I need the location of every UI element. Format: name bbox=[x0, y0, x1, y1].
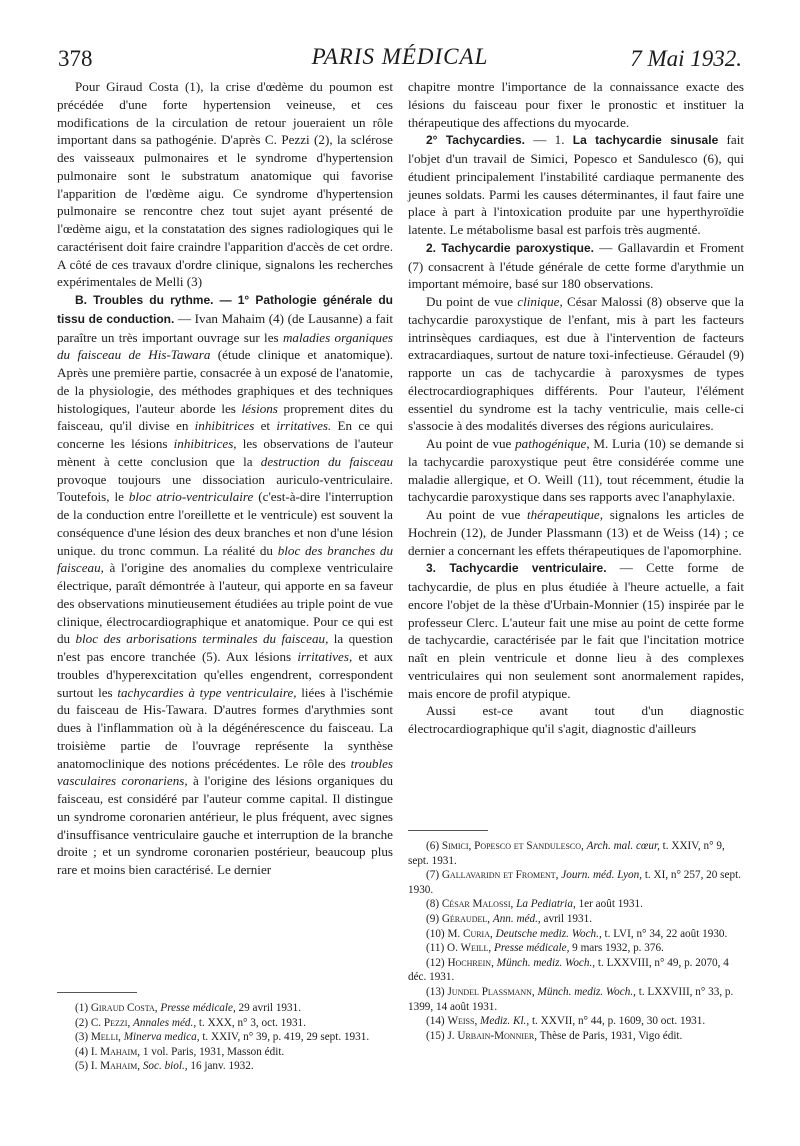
journal-title: PARIS MÉDICAL bbox=[311, 44, 489, 69]
section-heading-tachycardies: 2° Tachycardies. bbox=[426, 133, 525, 148]
footnote: (12) Hochrein, Münch. mediz. Woch., t. LXXVIII, n° 49, p. 2070, 4 déc. 1931. bbox=[408, 956, 729, 984]
page-number: 378 bbox=[58, 46, 93, 71]
paragraph-pathogenique: Au point de vue pathogénique, M. Luria (10) se demande si la tachycardie paroxystique peut être considérée comme une maladie allergique, et O. Weill (11), tout récemment, étudie la tachycardie paroxystique dans ses rapports avec l'anaphylaxie. bbox=[408, 436, 744, 505]
footnote: (13) Jundel Plassmann, Münch. mediz. Woch., t. LXXVIII, n° 33, p. 1399, 14 août 1931. bbox=[408, 985, 734, 1013]
section-heading-ventriculaire: 3. Tachycardie ventriculaire. bbox=[426, 561, 607, 576]
footnote: (7) Gallavaridn et Froment, Journ. méd. Lyon, t. XI, n° 257, 20 sept. 1930. bbox=[408, 869, 741, 896]
paragraph-ventriculaire: 3. Tachycardie ventriculaire. — Cette forme de tachycardie, de plus en plus étudiée à l'heure actuelle, a fait encore l'objet de la thèse d'Urbain-Monnier (15) inspirée par le professeur Clerc. L'auteur fait une mise au point de cette forme de tachycardie, caractérisée par le fait que l'incitation motrice naît en plein ventricule et donne lieu à des complexes ventriculaires qui non seulement sont anormalement rapides, mais encore de profil atypique. bbox=[408, 560, 744, 701]
paragraph-therapeutique: Au point de vue thérapeutique, signalons les articles de Hochrein (12), de Junder Plassmann (13) et de Weiss (14) ; ce dernier a concernant les effets thérapeutiques de l'apomorphine. bbox=[408, 507, 744, 558]
footnote: (10) M. Curia, Deutsche mediz. Woch., t. LVI, n° 34, 22 août 1930. bbox=[426, 927, 728, 940]
page-header bbox=[0, 0, 800, 80]
footnote: (11) O. Weill, Presse médicale, 9 mars 1932, p. 376. bbox=[426, 942, 664, 955]
right-column bbox=[408, 78, 744, 738]
footnote: (15) J. Urbain-Monnier, Thèse de Paris, 1931, Vigo édit. bbox=[426, 1029, 683, 1042]
footnote: (6) Simici, Popesco et Sandulesco, Arch. mal. cœur, t. XXIV, n° 9, sept. 1931. bbox=[408, 840, 725, 867]
footnote: (2) C. Pezzi, Annales méd., t. XXX, n° 3, oct. 1931. bbox=[75, 1016, 306, 1029]
paragraph-troubles-rythme: B. Troubles du rythme. — 1° Pathologie générale du tissu de conduction. — Ivan Mahaim (4) (de Lausanne) a fait paraître un très important ouvrage sur les maladies organiques du faisceau de His-Tawara (étude clinique et anatomique). Après une première partie, consacrée à un exposé de l'anatomie, de la physiologie, des méthodes graphiques et des techniques histologiques, l'auteur aborde les lésions proprement dites du faisceau, qu'il divise en inhibitrices et irritatives. En ce qui concerne les lésions inhibitrices, les observations de l'auteur mènent à cette conclusion que la destruction du faisceau provoque toujours une dissociation auriculo-ventriculaire. Toutefois, le bloc atrio-ventriculaire (c'est-à-dire l'interruption de la conduction entre l'oreillette et le ventricule) est souvent la conséquence d'une lésion des deux branches et non d'une lésion unique. du tronc commun. La réalité du bloc des branches du faisceau, à l'origine des anomalies du complexe ventriculaire électrique, paraît démontrée à l'auteur, qui apporte en sa faveur des observations minutieusement étudiées au triple point de vue clinique, électrocardiographique et anatomique. Pour ce qui est du bloc des arborisations terminales du faisceau, la question n'est pas encore tranchée (5). Aux lésions irritatives, et aux troubles d'hyperexcitation qu'elles engendrent, correspondent surtout les tachycardies à type ventriculaire, liées à l'ischémie du faisceau de His-Tawara. D'autres formes d'arythmies sont dues à l'inflammation où à la dégénérescence du faisceau. La troisième partie de l'ouvrage représente la synthèse anatomoclinique des notions précédentes. Le rôle des troubles vasculaires coronariens, à l'origine des lésions organiques du faisceau, est considéré par l'auteur comme capital. Il distingue un syndrome coronarien antérieur, le plus fréquent, avec signes d'insuffisance ventriculaire gauche et interruption de la branche droite ; et un syndrome coronarien postérieur, beaucoup plus rare et moins bien caractérisé. Le dernier bbox=[57, 293, 394, 877]
footnote: (14) Weiss, Mediz. Kl., t. XXVII, n° 44, p. 1609, 30 oct. 1931. bbox=[426, 1015, 706, 1028]
section-heading-troubles-rythme: B. Troubles du rythme. — 1° Pathologie générale du tissu de conduction. bbox=[57, 293, 393, 326]
paragraph-tachycardies: 2° Tachycardies. — 1. La tachycardie sinusale fait l'objet d'un travail de Simici, Popesco et Sandulesco (6), qui étudient principalement l'instabilité cardiaque permanente des jeunes soldats. Parmi les causes déterminantes, il faut faire une place à part à l'intoxication produite par une hyperthyroïdie latente. Le métabolisme basal est parfois très augmenté. bbox=[408, 132, 744, 237]
left-column bbox=[57, 78, 393, 879]
footnote-rule bbox=[57, 992, 137, 993]
paragraph-clinique: Du point de vue clinique, César Malossi (8) observe que la tachycardie paroxystique de l'enfant, mis à part les facteurs intrinsèques cardiaques, est due à l'intervention de facteurs extracardiaques, surtout de nature toxi-infectieuse. Géraudel (9) rapporte un cas de tachycardie à paroxysmes de types électrocardiographiques différents. Pour l'auteur, l'élément essentiel du syndrome est la tachy ventriculie, mais celle-ci s'associe à des modalités diverses des régions auriculaires. bbox=[408, 294, 744, 434]
paragraph-diagnostic: Aussi est-ce avant tout d'un diagnostic électrocardiographique qu'il s'agit, diagnostic d'ailleurs bbox=[408, 703, 744, 736]
paragraph-tachycardie-paroxystique: 2. Tachycardie paroxystique. — Gallavardin et Froment (7) consacrent à l'étude générale de cette forme d'arythmie un important mémoire, basé sur 180 observations. bbox=[408, 239, 744, 292]
paragraph-giraud-costa: Pour Giraud Costa (1), la crise d'œdème du poumon est précédée d'une forte hypertension veineuse, et ces modifications de la circulation de retour joueraient un rôle important dans sa pathogénie. D'après C. Pezzi (2), la sclérose des vaisseaux pulmonaires et le syndrome d'hypertension pulmonaire sont le substratum anatomique qui favorise l'apparition de l'œdème aigu. Ce syndrome d'hypertension pulmonaire se rencontre chez tout sujet ayant présenté de l'œdème aigu, et la constatation des signes radiologiques qui le caractérisent doit faire craindre l'apparition d'accès de cet ordre. A côté de ces travaux d'ordre clinique, signalons les recherches expérimentales de Melli (3) bbox=[57, 79, 393, 290]
footnote: (4) I. Mahaim, 1 vol. Paris, 1931, Masson édit. bbox=[75, 1045, 285, 1058]
footnote: (5) I. Mahaim, Soc. biol., 16 janv. 1932. bbox=[75, 1060, 254, 1073]
footnote: (1) Giraud Costa, Presse médicale, 29 avril 1931. bbox=[75, 1002, 302, 1014]
footnote-rule bbox=[408, 830, 488, 831]
section-heading-paroxystique: 2. Tachycardie paroxystique. bbox=[426, 240, 594, 255]
footnote: (3) Melli, Minerva medica, t. XXIV, n° 39, p. 419, 29 sept. 1931. bbox=[75, 1031, 370, 1044]
footnote: (9) Géraudel, Ann. méd., avril 1931. bbox=[426, 912, 592, 925]
paragraph-chapitre: chapitre montre l'importance de la connaissance exacte des lésions du faisceau pour fixer le pronostic et instituer la thérapeutique des affections du myocarde. bbox=[408, 79, 744, 130]
footnotes-left bbox=[57, 992, 393, 1074]
issue-date: 7 Mai 1932. bbox=[630, 46, 742, 71]
footnotes-right bbox=[408, 830, 744, 1043]
footnote: (8) César Malossi, La Pediatria, 1er août 1931. bbox=[426, 898, 643, 911]
